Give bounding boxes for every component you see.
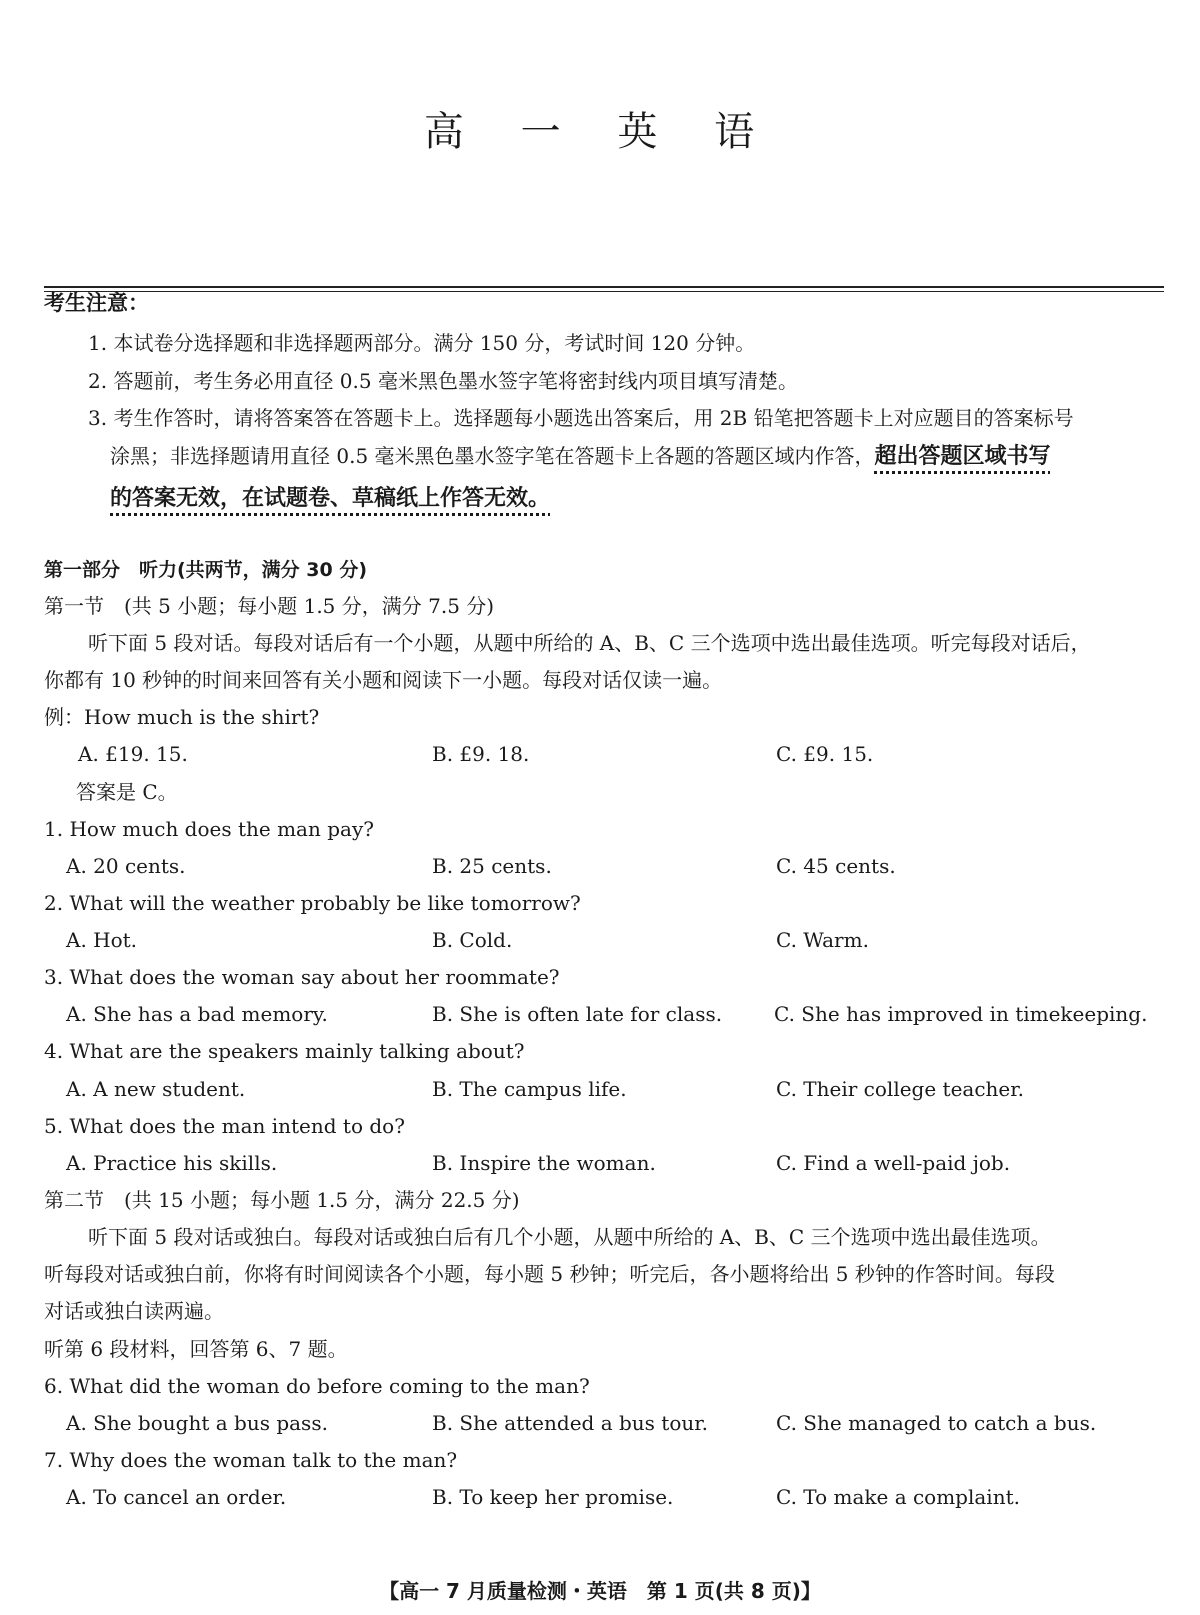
q4-option-b: B. The campus life.	[432, 1077, 627, 1101]
question-2: 2. What will the weather probably be like tomorrow?	[44, 891, 581, 915]
page-footer: 【高一 7 月质量检测・英语 第 1 页(共 8 页)】	[379, 1579, 821, 1603]
notice-item-3-line3	[110, 485, 550, 512]
header-rule-thin	[44, 291, 1164, 292]
q7-option-c: C. To make a complaint.	[776, 1485, 1020, 1509]
example-option-c: C. £9. 15.	[776, 742, 874, 766]
notice-emphasis-2: 的答案无效，在试题卷、草稿纸上作答无效。	[110, 486, 551, 511]
q3-option-a: A. She has a bad memory.	[66, 1002, 328, 1026]
section1-instructions-1: 听下面 5 段对话。每段对话后有一个小题，从题中所给的 A、B、C 三个选项中选出最佳选项。听完每段对话后，	[88, 631, 1091, 655]
q2-option-b: B. Cold.	[432, 928, 513, 952]
question-3: 3. What does the woman say about her roommate?	[44, 965, 560, 989]
q3-option-c: C. She has improved in timekeeping.	[774, 1002, 1148, 1026]
notice-item-3-plain: 涂黑；非选择题请用直径 0.5 毫米黑色墨水签字笔在答题卡上各题的答题区域内作答，	[110, 444, 875, 468]
q1-option-b: B. 25 cents.	[432, 854, 552, 878]
section2-instructions-2: 听每段对话或独白前，你将有时间阅读各个小题，每小题 5 秒钟；听完后，各小题将给出 5 秒钟的作答时间。每段	[44, 1262, 1055, 1286]
notice-emphasis-1: 超出答题区域书写	[874, 444, 1051, 469]
question-4: 4. What are the speakers mainly talking about?	[44, 1039, 525, 1063]
example-option-a: A. £19. 15.	[78, 742, 188, 766]
question-7: 7. Why does the woman talk to the man?	[44, 1448, 458, 1472]
part1-heading: 第一部分 听力(共两节，满分 30 分)	[44, 559, 368, 581]
section2-instructions-3: 对话或独白读两遍。	[44, 1299, 224, 1323]
section2-heading: 第二节 (共 15 小题；每小题 1.5 分，满分 22.5 分)	[44, 1188, 520, 1212]
q7-option-b: B. To keep her promise.	[432, 1485, 674, 1509]
header-rule-thick	[44, 286, 1164, 288]
question-6: 6. What did the woman do before coming to the man?	[44, 1374, 590, 1398]
q5-option-a: A. Practice his skills.	[66, 1151, 278, 1175]
q5-option-b: B. Inspire the woman.	[432, 1151, 656, 1175]
question-5: 5. What does the man intend to do?	[44, 1114, 405, 1138]
q7-option-a: A. To cancel an order.	[66, 1485, 287, 1509]
q2-option-a: A. Hot.	[66, 928, 138, 952]
section1-heading: 第一节 (共 5 小题；每小题 1.5 分，满分 7.5 分)	[44, 594, 495, 618]
q6-option-b: B. She attended a bus tour.	[432, 1411, 708, 1435]
example-answer: 答案是 C。	[76, 780, 178, 804]
q2-option-c: C. Warm.	[776, 928, 869, 952]
page-title: 高 一 英 语	[423, 109, 777, 155]
question-1: 1. How much does the man pay?	[44, 817, 374, 841]
q3-option-b: B. She is often late for class.	[432, 1002, 723, 1026]
q1-option-a: A. 20 cents.	[66, 854, 186, 878]
q6-option-a: A. She bought a bus pass.	[66, 1411, 328, 1435]
example-question: 例：How much is the shirt?	[44, 705, 320, 729]
q4-option-a: A. A new student.	[66, 1077, 246, 1101]
example-option-b: B. £9. 18.	[432, 742, 530, 766]
q1-option-c: C. 45 cents.	[776, 854, 896, 878]
notice-item-1: 1. 本试卷分选择题和非选择题两部分。满分 150 分，考试时间 120 分钟。	[88, 331, 756, 355]
notice-item-2: 2. 答题前，考生务必用直径 0.5 毫米黑色墨水签字笔将密封线内项目填写清楚。	[88, 369, 798, 393]
notice-heading: 考生注意：	[44, 291, 149, 315]
q5-option-c: C. Find a well-paid job.	[776, 1151, 1011, 1175]
section2-instructions-1: 听下面 5 段对话或独白。每段对话或独白后有几个小题，从题中所给的 A、B、C 三个选项中选出最佳选项。	[88, 1225, 1051, 1249]
q4-option-c: C. Their college teacher.	[776, 1077, 1024, 1101]
notice-item-3-line2	[110, 443, 1051, 470]
notice-item-3-line1: 3. 考生作答时，请将答案答在答题卡上。选择题每小题选出答案后，用 2B 铅笔把答题卡上对应题目的答案标号	[88, 406, 1074, 430]
section1-instructions-2: 你都有 10 秒钟的时间来回答有关小题和阅读下一小题。每段对话仅读一遍。	[44, 668, 723, 692]
q6-option-c: C. She managed to catch a bus.	[776, 1411, 1097, 1435]
material-6-note: 听第 6 段材料，回答第 6、7 题。	[44, 1337, 348, 1361]
